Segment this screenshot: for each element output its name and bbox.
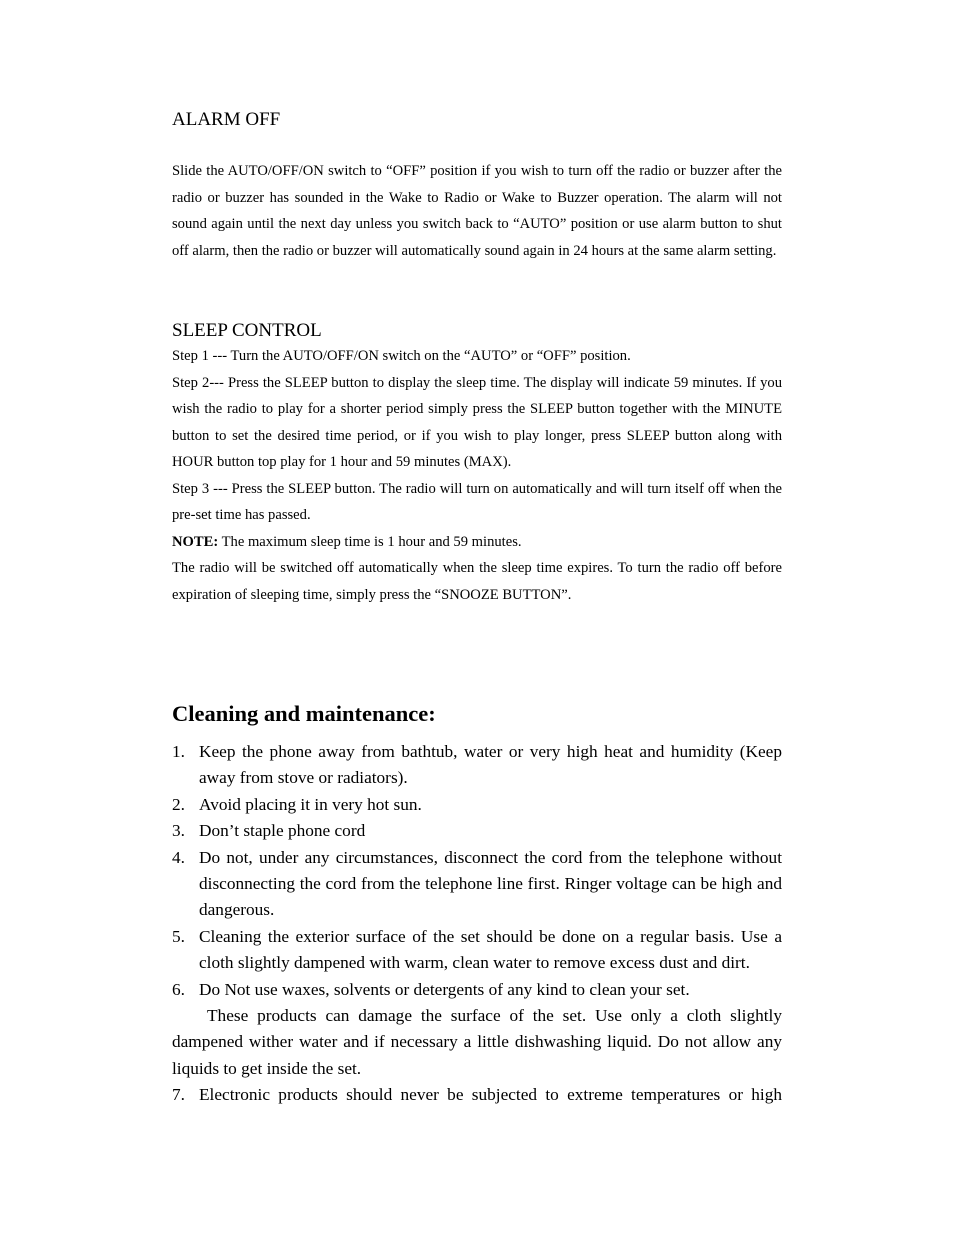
item-text: Do not, under any circumstances, disconnect the cord from the telephone without disconnecting the cord from the telephone line first. Ringer voltage can be high and dangerous. (199, 847, 782, 920)
item-number: 6. (172, 979, 185, 999)
sleep-step-1: Step 1 --- Turn the AUTO/OFF/ON switch on the “AUTO” or “OFF” position. (172, 348, 631, 364)
item-text: Don’t staple phone cord (199, 821, 366, 841)
item-number: 3. (172, 821, 185, 841)
item-text: Avoid placing it in very hot sun. (199, 794, 422, 814)
list-item (172, 924, 782, 977)
sleep-note (172, 529, 782, 556)
item-number: 7. (172, 1085, 185, 1105)
sleep-control-heading: SLEEP CONTROL (172, 320, 322, 341)
sleep-step-2: Step 2--- Press the SLEEP button to display the sleep time. The display will indicate 59 minutes. If you wish the radio to play for a shorter period simply press the SLEEP button together with the MINUTE button to set the desired time period, or if you wish to play longer, press SLEEP button along with HOUR button top play for 1 hour and 59 minutes (MAX). (172, 374, 782, 470)
sleep-step-3: Step 3 --- Press the SLEEP button. The radio will turn on automatically and will turn itself off when the pre-set time has passed. (172, 480, 782, 523)
list-item (172, 977, 782, 1003)
item-text: Electronic products should never be subjected to extreme temperatures or high (199, 1085, 782, 1105)
note-label: NOTE: (172, 533, 219, 550)
item-number: 4. (172, 847, 185, 867)
alarm-off-heading: ALARM OFF (172, 109, 281, 130)
alarm-off-text (172, 158, 782, 264)
item-number: 5. (172, 926, 185, 946)
list-item (172, 1082, 782, 1108)
item-text: Do Not use waxes, solvents or detergents of any kind to clean your set. (199, 979, 690, 999)
item-number: 1. (172, 742, 185, 761)
item-text: Cleaning the exterior surface of the set should be done on a regular basis. Use a cloth slightly dampened with warm, clean water to remove excess dust and dirt. (199, 926, 782, 973)
list-item (172, 818, 782, 844)
cleaning-heading: Cleaning and maintenance: (172, 701, 436, 726)
sleep-closing: The radio will be switched off automatically when the sleep time expires. To turn the radio off before expiration of sleeping time, simply press the “SNOOZE BUTTON”. (172, 560, 782, 603)
cleaning-paragraph: These products can damage the surface of the set. Use only a cloth slightly dampened wither water and if necessary a little dishwashing liquid. Do not allow any liquids to get inside the set. (172, 1006, 782, 1078)
note-text: The maximum sleep time is 1 hour and 59 minutes. (218, 533, 522, 550)
list-item (172, 792, 782, 818)
list-item (172, 739, 782, 792)
cleaning-list (172, 739, 782, 1109)
item-text: Keep the phone away from bathtub, water or very high heat and humidity (Keep away from stove or radiators). (199, 742, 782, 788)
item-number: 2. (172, 794, 185, 814)
list-item (172, 845, 782, 924)
alarm-off-paragraph: Slide the AUTO/OFF/ON switch to “OFF” position if you wish to turn off the radio or buzzer after the radio or buzzer has sounded in the Wake to Radio or Wake to Buzzer operation. The alarm will not sound again until the next day unless you switch back to “AUTO” position or use alarm button to shut off alarm, then the radio or buzzer will automatically sound again in 24 hours at the same alarm setting. (172, 163, 782, 259)
sleep-control-text (172, 343, 782, 608)
